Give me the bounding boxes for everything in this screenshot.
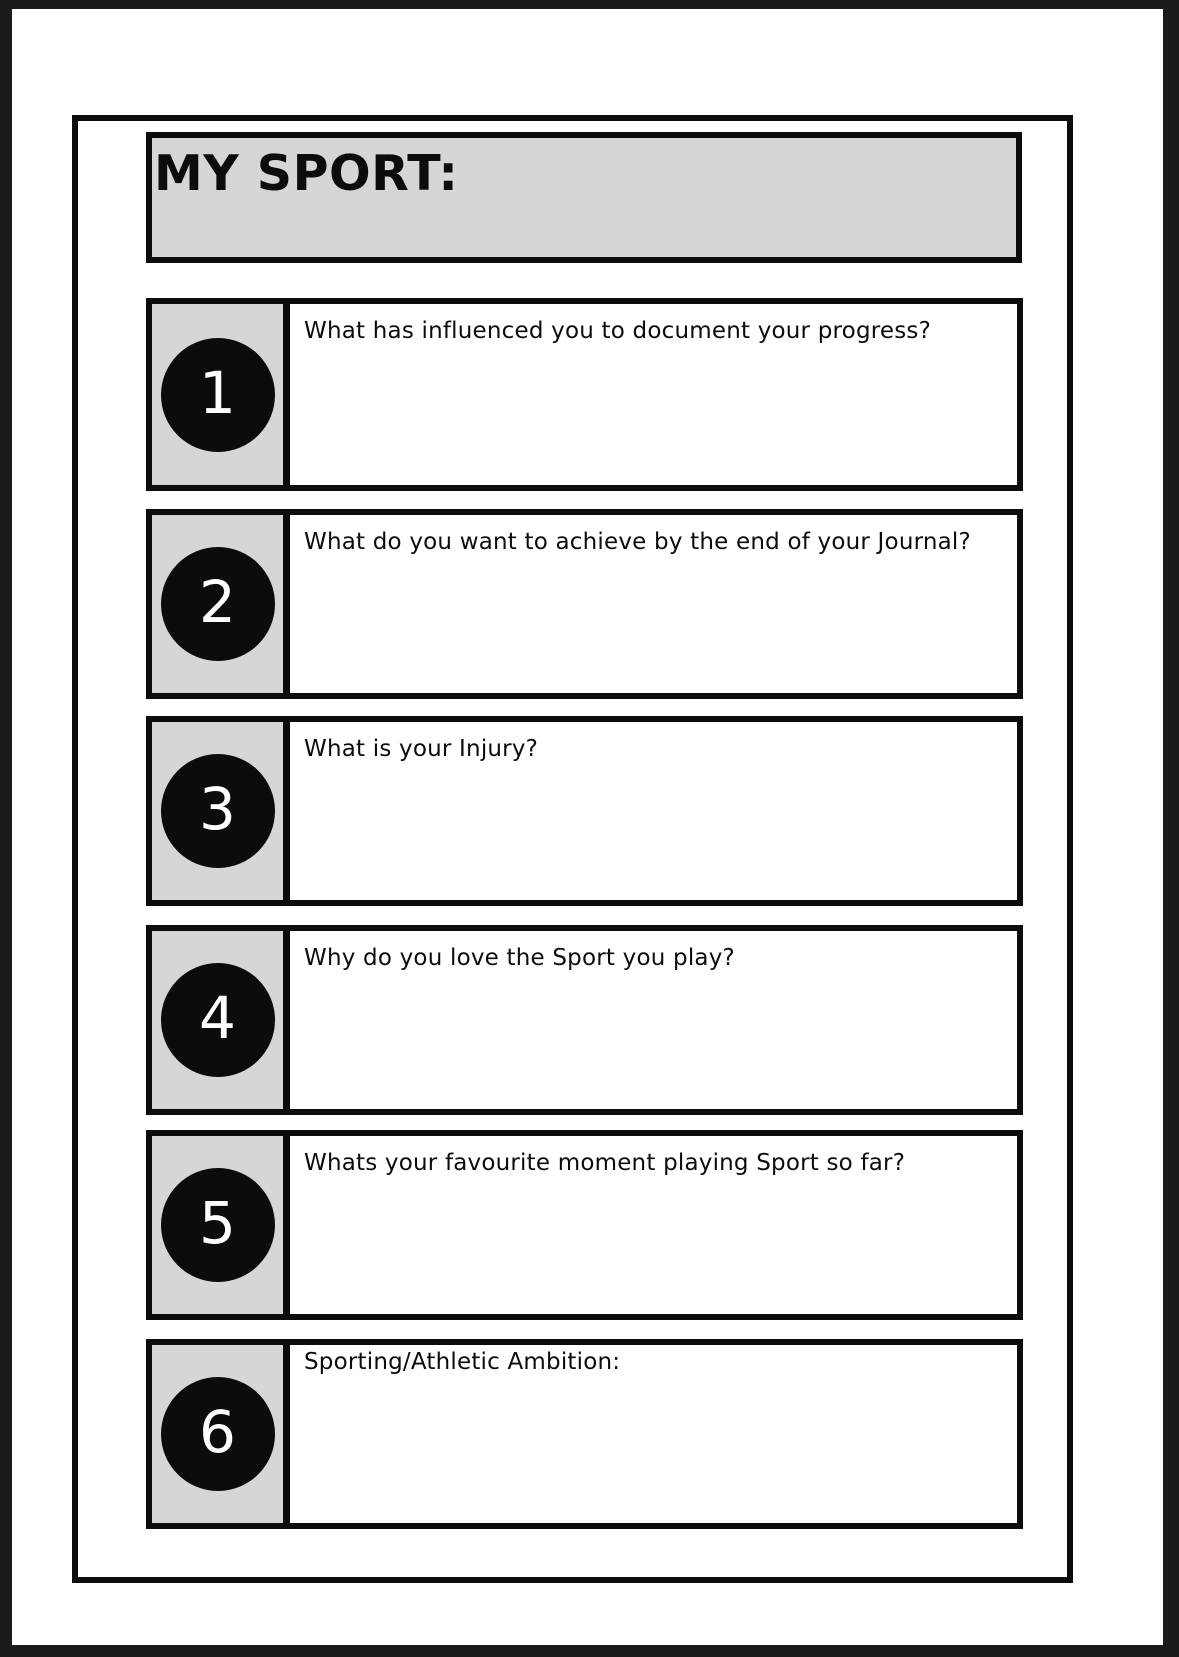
number-badge — [161, 963, 275, 1077]
question-number: 2 — [199, 568, 236, 636]
question-row-1 — [146, 298, 1023, 491]
answer-area[interactable] — [304, 973, 1003, 1109]
number-cell — [152, 722, 290, 900]
question-row-6 — [146, 1339, 1023, 1529]
number-cell — [152, 1345, 290, 1523]
question-text: What is your Injury? — [304, 736, 539, 762]
number-badge — [161, 754, 275, 868]
question-text: What do you want to achieve by the end of your Journal? — [304, 529, 971, 555]
title-box — [146, 132, 1022, 263]
question-number: 5 — [199, 1189, 236, 1257]
answer-area[interactable] — [304, 346, 1003, 485]
answer-cell — [290, 1136, 1017, 1314]
number-cell — [152, 1136, 290, 1314]
question-row-4 — [146, 925, 1023, 1115]
answer-area[interactable] — [304, 1178, 1003, 1314]
question-text: Why do you love the Sport you play? — [304, 945, 735, 971]
question-text: Whats your favourite moment playing Sport so far? — [304, 1150, 906, 1176]
question-text: Sporting/Athletic Ambition: — [304, 1349, 621, 1375]
question-number: 1 — [199, 358, 236, 427]
number-badge — [161, 1168, 275, 1282]
question-row-3 — [146, 716, 1023, 906]
answer-area[interactable] — [304, 1377, 1003, 1523]
answer-area[interactable] — [304, 557, 1003, 693]
answer-cell — [290, 515, 1017, 693]
question-number: 6 — [199, 1398, 236, 1466]
number-cell — [152, 515, 290, 693]
worksheet-page — [12, 9, 1163, 1645]
question-row-5 — [146, 1130, 1023, 1320]
answer-cell — [290, 931, 1017, 1109]
number-badge — [161, 1377, 275, 1491]
question-text: What has influenced you to document your progress? — [304, 318, 932, 344]
page-title: MY SPORT: — [154, 145, 459, 202]
number-cell — [152, 304, 290, 485]
number-badge — [161, 547, 275, 661]
answer-cell — [290, 722, 1017, 900]
number-cell — [152, 931, 290, 1109]
answer-area[interactable] — [304, 764, 1003, 900]
answer-cell — [290, 304, 1017, 485]
number-badge — [161, 338, 275, 452]
question-number: 3 — [199, 775, 236, 843]
question-number: 4 — [199, 984, 236, 1052]
answer-cell — [290, 1345, 1017, 1523]
question-row-2 — [146, 509, 1023, 699]
